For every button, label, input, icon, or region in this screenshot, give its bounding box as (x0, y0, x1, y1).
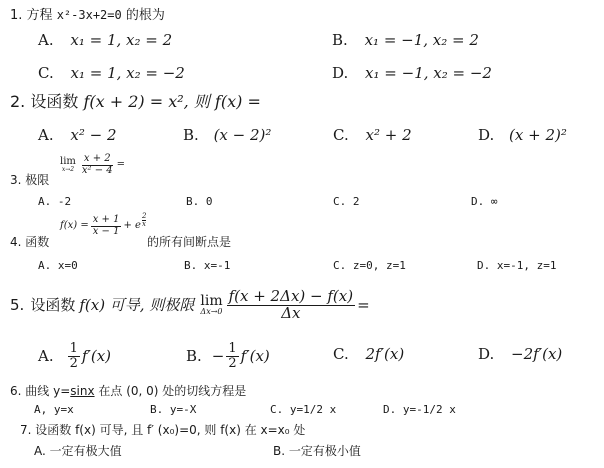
q5-option-d (478, 347, 562, 362)
q2-option-d-value: (x + 2)² (509, 126, 567, 144)
q3-option-a: A. -2 (38, 195, 72, 208)
q2-option-d-label: D. (478, 126, 495, 144)
q2-stem-text: 设函数 (30, 92, 79, 111)
q5-fraction-den: Δx (281, 303, 301, 322)
q5-option-d-value: −2f′(x) (511, 345, 563, 363)
q5-option-c (333, 347, 404, 362)
q5-option-a (38, 342, 111, 370)
q1-option-a-value: x₁ = 1, x₂ = 2 (70, 31, 173, 49)
q5-option-c-value: 2f′(x) (365, 345, 405, 363)
q5-number: 5. (10, 295, 25, 314)
q2-option-a (38, 128, 117, 143)
q1-option-c (38, 66, 185, 81)
q4-stem-suffix: 的所有间断点是 (147, 235, 232, 249)
q2-equation: f(x + 2) = x², 则 f(x) = (83, 92, 261, 111)
q2-option-c-label: C. (333, 126, 349, 144)
q1-option-b (332, 33, 479, 48)
q6-option-b: B. y=-X (150, 403, 197, 416)
q1-option-d-value: x₁ = −1, x₂ = −2 (365, 64, 492, 82)
q5-fraction-num: f(x + 2Δx) − f(x) (228, 287, 354, 305)
q6-option-a: A, y=x (34, 403, 74, 416)
q5-option-c-label: C. (333, 345, 349, 363)
q2-option-a-label: A. (38, 126, 54, 144)
q1-option-c-value: x₁ = 1, x₂ = −2 (70, 64, 185, 82)
q1-option-d-label: D. (332, 64, 349, 82)
q6-option-d: D. y=-1/2 x (383, 403, 456, 416)
q5-option-a-tail: f′(x) (81, 346, 112, 365)
q3-option-d: D. ∞ (471, 195, 498, 208)
q4-option-b: B. x=-1 (184, 259, 231, 272)
q2-option-c-value: x² + 2 (365, 126, 412, 144)
q4-number: 4. (10, 235, 22, 249)
q4-exponent (142, 213, 146, 228)
q3-option-c: C. 2 (333, 195, 360, 208)
q2-option-b-label: B. (183, 126, 199, 144)
q3-number-text (10, 174, 49, 186)
q4-exponent-num: 2 (141, 211, 147, 220)
q2-option-d (478, 128, 567, 143)
q5-option-b-frac-num: 1 (228, 341, 237, 356)
q7-option-a: A. 一定有极大值 (34, 444, 122, 458)
q1-stem-suffix: 的根为 (125, 8, 165, 23)
q3-number: 3. (10, 173, 22, 187)
q3-option-b: B. 0 (186, 195, 213, 208)
q4-fraction (91, 215, 122, 237)
q3-fraction (80, 154, 115, 176)
q1-equation: x²-3x+2=0 (56, 8, 122, 22)
q1-option-c-label: C. (38, 64, 54, 82)
q7-option-b: B. 一定有极小值 (273, 444, 361, 458)
q3-lim-sub: x→2 (61, 166, 75, 173)
q5-option-b-frac (226, 342, 238, 370)
q5-option-a-label: A. (38, 346, 54, 365)
q4-function-expression (60, 211, 147, 237)
q1-stem (10, 9, 165, 22)
q2-option-b-value: (x − 2)² (213, 126, 272, 144)
q2-number: 2. (10, 92, 26, 111)
q4-fraction-num: x + 1 (92, 214, 120, 225)
q4-plus-e: + e (123, 220, 141, 231)
q1-option-a-label: A. (38, 31, 54, 49)
q3-lim-word: lim (60, 156, 76, 167)
q5-lim-sub: Δx→0 (200, 307, 223, 317)
q2-option-b (183, 128, 271, 143)
q5-option-a-frac-den: 2 (69, 355, 78, 371)
q5-option-a-frac (68, 342, 80, 370)
q1-option-b-value: x₁ = −1, x₂ = 2 (364, 31, 479, 49)
q4-fraction-den: x − 1 (92, 225, 120, 237)
q7-stem: 7. 设函数 f(x) 可导, 且 f′ (x₀)=0, 则 f(x) 在 x=x₀ 处 (20, 423, 306, 437)
q4-option-d: D. x=-1, z=1 (477, 259, 557, 272)
q4-stem-text: 函数 (25, 235, 50, 249)
q5-stem (10, 289, 370, 322)
q2-option-c (333, 128, 412, 143)
q6-stem (10, 385, 246, 397)
q5-equals: = (357, 295, 370, 314)
q6-stem-a: 曲线 y= (25, 384, 71, 398)
q5-lim-word: lim (200, 293, 223, 310)
q1-option-b-label: B. (332, 31, 348, 49)
q5-option-b-label: B. (186, 346, 202, 365)
q3-limit-expression (60, 154, 125, 176)
q5-option-b (186, 342, 270, 370)
q4-fx: f(x) = (60, 220, 89, 231)
q1-stem-prefix: 方程 (26, 8, 53, 23)
q3-lim (60, 157, 76, 173)
q3-equals: = (116, 159, 126, 170)
q5-stem-text: 设函数 (30, 295, 76, 314)
q6-stem-sinx: sinx (70, 384, 95, 398)
q5-option-b-tail: f′(x) (240, 346, 270, 365)
q4-option-c: C. z=0, z=1 (333, 259, 406, 272)
q5-option-d-label: D. (478, 345, 495, 363)
q5-lim (200, 294, 222, 316)
q3-fraction-den: x² − 4 (81, 164, 113, 176)
q6-option-c: C. y=1/2 x (270, 403, 337, 416)
q3-fraction-num: x + 2 (83, 153, 111, 164)
q5-fraction (227, 289, 355, 322)
q5-option-b-frac-den: 2 (228, 355, 237, 371)
q3-stem-text: 极限 (25, 173, 50, 187)
q5-option-b-sign: − (211, 346, 225, 365)
q2-option-a-value: x² − 2 (70, 126, 117, 144)
q4-exponent-den: x (141, 219, 146, 228)
q1-option-d (332, 66, 492, 81)
q4-number-text (10, 236, 49, 248)
q6-stem-b: 在点 (0, 0) 处的切线方程是 (94, 384, 247, 398)
q2-stem (10, 94, 261, 110)
q4-option-a: A. x=0 (38, 259, 78, 272)
q1-option-a (38, 33, 172, 48)
q1-number: 1. (10, 8, 23, 23)
q5-option-a-frac-num: 1 (69, 341, 78, 356)
q5-stem-mid: f(x) 可导, 则极限 (79, 295, 195, 314)
q6-number: 6. (10, 384, 22, 398)
